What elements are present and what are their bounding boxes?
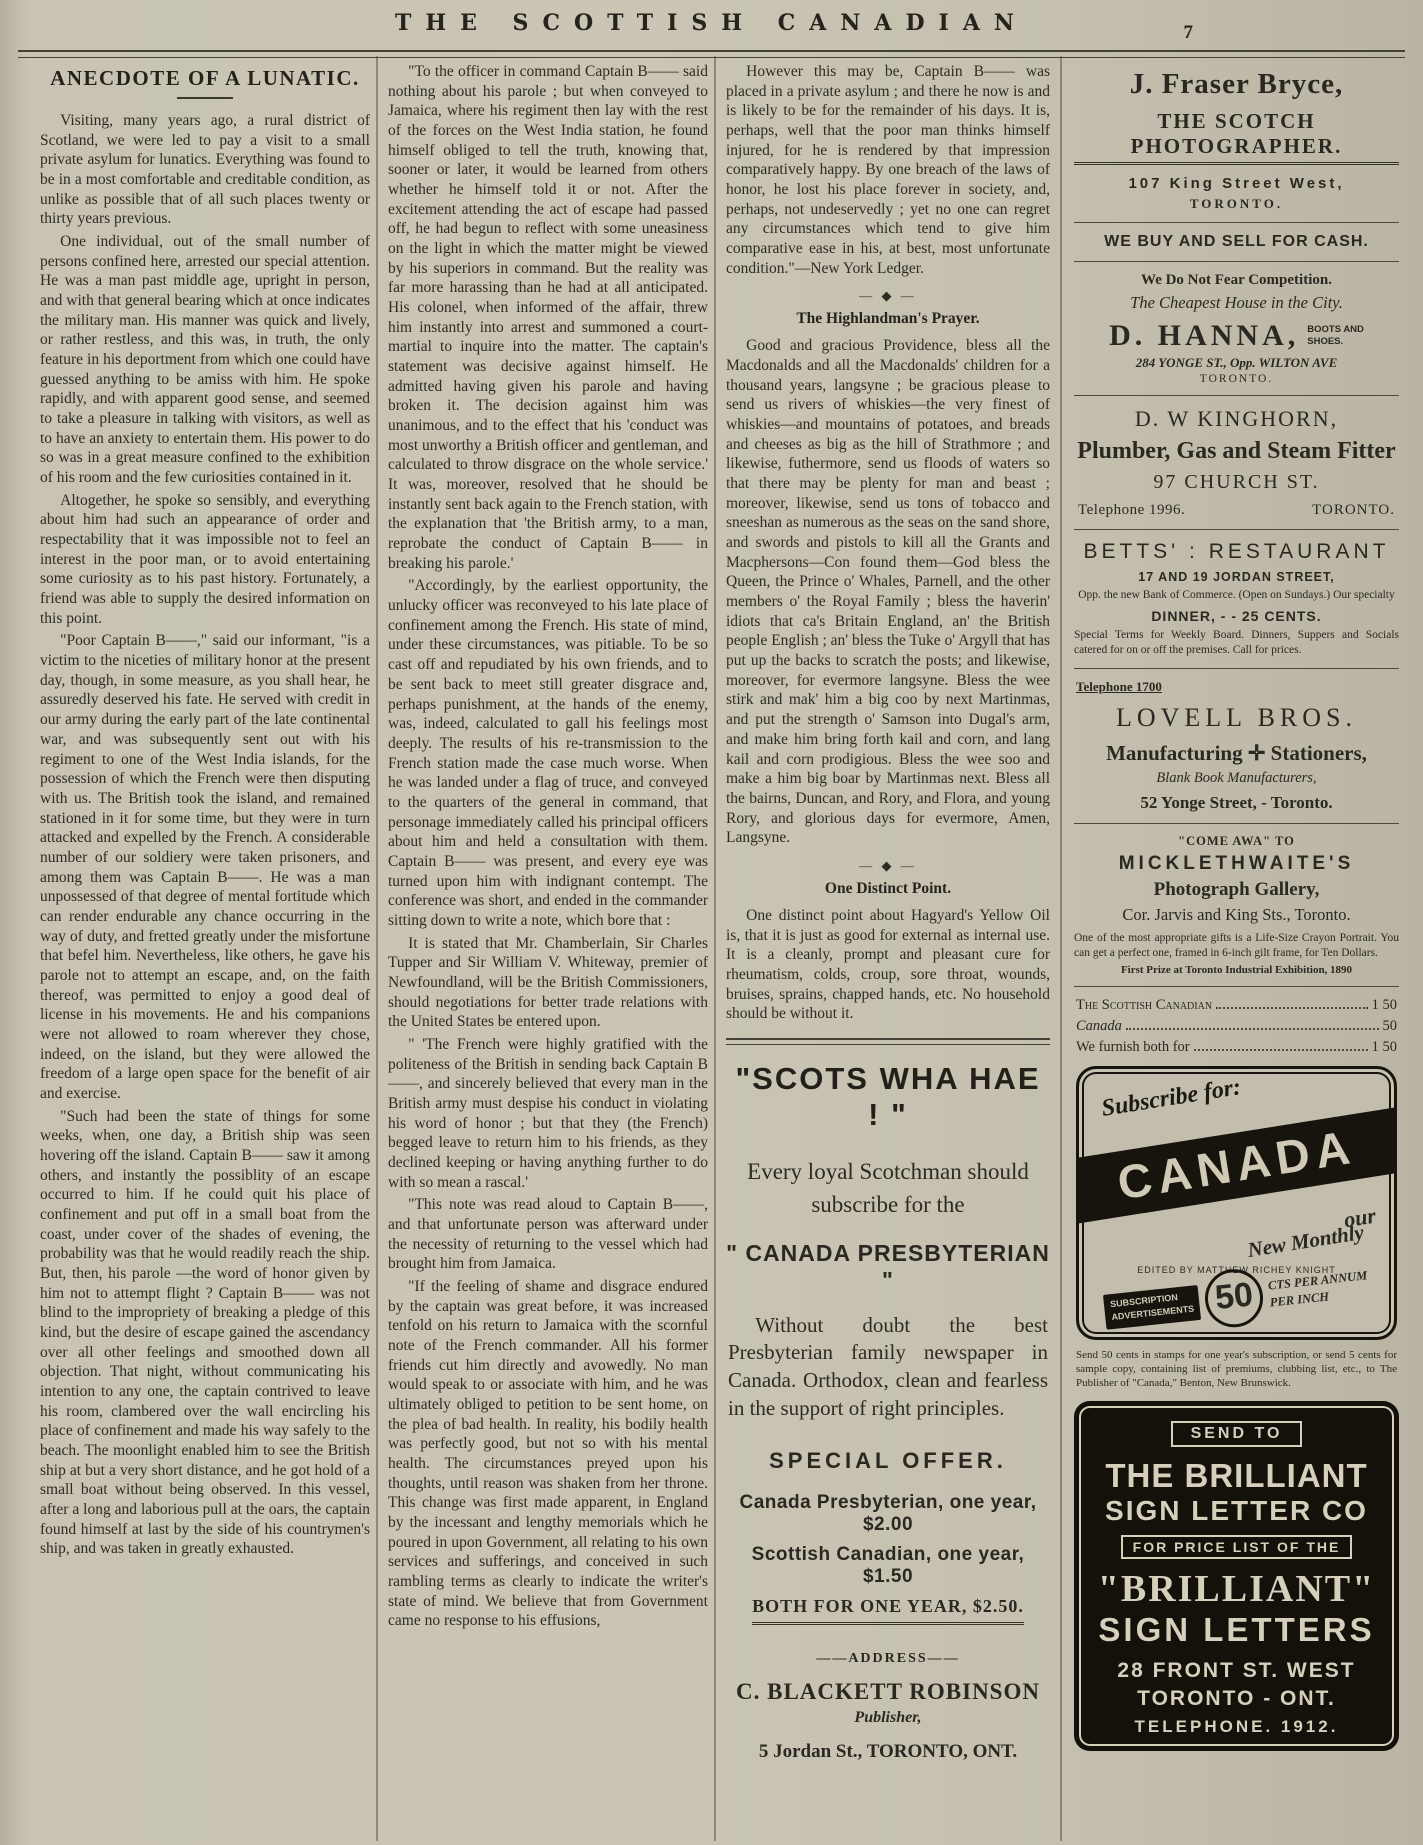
ad-betts-opp: Opp. the new Bank of Commerce. (Open on Sundays.) Our specialty xyxy=(1078,589,1395,601)
news-brief-paragraph: It is stated that Mr. Chamberlain, Sir Charles Tupper and Sir William V. Whiteway, premier of Newfoundland, will be the British Commissioners, should negotiations for better trade relations with the United States be entered upon. xyxy=(388,934,708,1031)
brilliant-address-1: 28 FRONT ST. WEST xyxy=(1117,1658,1356,1682)
ad-kinghorn-trade: Plumber, Gas and Steam Fitter xyxy=(1077,438,1396,464)
canada-cts-inch: PER INCH xyxy=(1269,1289,1330,1310)
article-headline: ANECDOTE OF A LUNATIC. xyxy=(50,66,360,90)
ad-betts-name: BETTS' : RESTAURANT xyxy=(1083,540,1390,563)
highlandman-heading: The Highlandman's Prayer. xyxy=(796,310,980,328)
ad-kinghorn-city: TORONTO. xyxy=(1312,502,1395,518)
article-paragraph: " 'The French were highly gratified with the politeness of the British in sending back Captain B——, and sincerely believed that every man in the British army must despise his conduct in violating his word of honor ; but that they (the French) begged leave to return him to his friends, as they declined keeping or having anything further to do with so mean a rascal.' xyxy=(388,1035,708,1191)
rate-value: 1 50 xyxy=(1371,996,1397,1013)
column-divider xyxy=(376,56,378,1841)
ad-lovell-sub: Blank Book Manufacturers, xyxy=(1156,769,1317,786)
ad-bryce-city: TORONTO. xyxy=(1189,196,1284,211)
publisher-address: 5 Jordan St., TORONTO, ONT. xyxy=(758,1741,1018,1763)
rate-value: 1 50 xyxy=(1371,1038,1397,1055)
highlandman-body: Good and gracious Providence, bless all the Macdonalds and all the Macdonalds' children for a thousand years, langsyne ; be gracious please to send us rivers of whiskies—the very finest of whiskies—and mountains of potatoes, and breads and cheeses as big as the hill of Strathmore ; and likewise, futhermore, send us floods of waters so that there may be plenty for man and beast ; moreover, likewise, send us tons of tobacco and sneeshan as numerous as the seas on the sand shore, and swords and pistols to kill all the Grants and Macphersons—Con found them—God bless the Queen, the Prince o' Whales, Parnell, and the other members o' the Royal Family ; bless the haverin' idiots that ca's Britain England, an' the British people English ; an' bless the Tuke o' Argyll that has put up the backs to scratch the posts; and likewise, moreover, for evermore langsyne. Bless the wee stirk and mak' him a big coo by next Martinmas, and put the strength o' Samson into Dugal's arm, and make him bring forth kail and corn, and lang kail and corn prodigious. Bless the wee soo and make a him big boar by Martinmas next. Bless all the bairns, Duncan, and Rory, and Flora, and young Rory, and glorious days for evermore, Amen, Langsyne. xyxy=(726,337,1050,847)
brilliant-line-2: SIGN LETTER CO xyxy=(1105,1494,1368,1526)
ad-hanna-city: TORONTO. xyxy=(1199,373,1274,385)
subscription-rate-row xyxy=(1076,1018,1397,1035)
ad-kinghorn-row xyxy=(1074,502,1399,519)
ad-kinghorn xyxy=(1074,406,1399,519)
ad-micklethwaite xyxy=(1074,834,1399,976)
canada-chip xyxy=(1103,1284,1201,1329)
column-2 xyxy=(388,62,708,1837)
rate-leader xyxy=(1126,1028,1379,1030)
article-paragraph: One individual, out of the small number of persons confined here, arrested our special attention. He was a man past middle age, upright in person, and with that general bearing which at once indicates the military man. His manner was quick and lively, or rather restless, and this was, in truth, the only feature in his deportment from which one could have guessed anything to be amiss with him. He spoke rapidly, and with apparent good sense, and seemed to take a pleasure in talking with visitors, as well as to have an anxiety to entertain them. His power to do so was in a great measure confined to the exhibition of his room and the few curiosities contained in it. xyxy=(40,233,370,487)
rate-label: The Scottish Canadian xyxy=(1076,996,1213,1013)
canada-fifty: 50 xyxy=(1202,1266,1266,1330)
scots-wha-hae-title: "SCOTS WHA HAE ! " xyxy=(735,1060,1041,1132)
ad-no-fear: We Do Not Fear Competition. xyxy=(1141,272,1332,288)
ad-lovell-address: 52 Yonge Street, - Toronto. xyxy=(1140,792,1333,812)
canada-cts-annum: CTS PER ANNUM xyxy=(1267,1268,1368,1293)
canada-editor-line: EDITED BY MATTHEW RICHEY KNIGHT xyxy=(1137,1264,1336,1275)
ad-lovell-name: LOVELL BROS. xyxy=(1115,702,1358,732)
subscription-rate-row xyxy=(1076,1039,1397,1056)
canada-subscribe-label: Subscribe for: xyxy=(1099,1073,1243,1122)
column-divider xyxy=(714,56,716,1841)
ad-divider-rule xyxy=(1074,986,1399,987)
publisher-title: Publisher, xyxy=(854,1709,922,1727)
page-number: 7 xyxy=(1183,22,1193,43)
canada-ribbon-title: CANADA xyxy=(1076,1106,1397,1224)
ad-hanna-boots xyxy=(1307,324,1364,349)
subscription-rates xyxy=(1076,997,1397,1056)
ad-hanna-address: 284 YONGE ST., Opp. WILTON AVE xyxy=(1135,355,1338,370)
ad-hanna-boots-2: SHOES. xyxy=(1307,336,1344,347)
canada-our-label: our xyxy=(1342,1202,1378,1233)
offer-line-2: Scottish Canadian, one year, $1.50 xyxy=(751,1544,1025,1588)
ad-divider-rule xyxy=(1074,668,1399,669)
ad-betts-street: 17 AND 19 JORDAN STREET, xyxy=(1138,570,1335,584)
article-paragraph: "Poor Captain B——," said our informant, "is a victim to the niceties of military honor at the present day, though, in some measure, as you shall hear, he assuredly deserved his fate. He served with credit in our army during the early part of the late continental war, and was subsequently sent out with his regiment to one of the West India islands, for the possession of which the French were then disputing with us. The British took the island, and remained stationed in it for some time, but they were in turn attacked and expelled by the French. A considerable number of our soldiery were taken prisoners, and among them was Captain B——. He was a man unpossessed of that degree of mental fortitude which can render endurable any chance occurring in the way of duty, and fretted greatly under the misfortune that befel him. Nevertheless, like others, he gave his parole not to attempt an escape, and, on the faith thereof, was permitted to enjoy a good deal of license in his movements. He and his companions were not allowed to roam wherever they chose, indeed, on the island, but they were allowed the freedom of a large open space for the benefit of air and exercise. xyxy=(40,632,370,1102)
article-paragraph: Altogether, he spoke so sensibly, and everything about him had such an appearance of order and respectability that it was impossible not to feel an interest in the poor man, or to avoid entertaining some curiosity as to his past history. Fortunately, a friend was able to supply the desired information on this point. xyxy=(40,491,370,627)
rate-value: 50 xyxy=(1382,1017,1397,1034)
ad-kinghorn-street: 97 CHURCH ST. xyxy=(1153,471,1320,493)
ad-canada-monthly xyxy=(1076,1066,1397,1340)
canada-fineprint: Send 50 cents in stamps for one year's subscription, or send 5 cents for sample copy, containing list of premiums, clubbing list, etc., to The Publisher of "Canada," Benton, New Brunswick. xyxy=(1076,1348,1397,1390)
ad-lovell-bros xyxy=(1074,679,1399,813)
ad-kinghorn-telephone: Telephone 1996. xyxy=(1078,502,1186,518)
ad-hanna-boots-1: BOOTS AND xyxy=(1307,323,1364,335)
article-paragraph: Visiting, many years ago, a rural district of Scotland, we were led to pay a visit to a small private asylum for lunatics. Everything was found to be in a most comfortable and creditable condition, as unlike as possible that of all such places twenty or thirty years previous. xyxy=(40,112,370,228)
ad-divider-rule xyxy=(1074,395,1399,396)
column-divider xyxy=(1060,56,1062,1841)
ad-mick-name: MICKLETHWAITE'S xyxy=(1118,852,1355,874)
ad-cheapest-house: The Cheapest House in the City. xyxy=(1130,293,1343,312)
ad-divider-rule xyxy=(1074,529,1399,530)
column-1 xyxy=(40,62,370,1837)
section-ornament: — ◆ — xyxy=(859,288,917,304)
brilliant-price-list: FOR PRICE LIST OF THE xyxy=(1121,1535,1353,1559)
column-3 xyxy=(726,62,1050,1837)
article-paragraph: "If the feeling of shame and disgrace endured by the captain was great before, it was increased tenfold on his return to Jamaica with the scornful note of the French commander. All his former friends cut him directly and avowedly. No man would speak to or associate with him, and he was ultimately obliged to petition to be sent home, on the plea of bad health. In reality, his bodily health was perfectly good, but not so with his mental health. The circumstances preyed upon his thoughts, until reason was shaken from her throne. This change was first made apparent, in England by the incessant and lengthy memorials which he poured in upon Government, all relating to his own services and sufferings, and conceived in such rambling terms as clearly to indicate the writer's state of mind. We believe that from Government came no response to his effusions, xyxy=(388,1277,708,1630)
article-paragraph: "To the officer in command Captain B—— said nothing about his parole ; but when conveyed to Jamaica, where his regiment then lay with the rest of the forces on the West India station, he found himself obliged to tell the truth, knowing that, sooner or later, it would be learned from others whether he himself told it or not. After the excitement attending the act of escape had passed off, he had begun to reflect with some uneasiness on the light in which the matter might be viewed by his superiors in command. But the reality was far more harassing than he had at all anticipated. His colonel, when informed of the affair, threw him instantly into arrest and summoned a court-martial to inquire into the matter. The captain's statement was decisive against himself. He admitted having given his parole and having broken it. The decision against him was unanimous, and to the effect that his 'conduct was most unworthy a British officer and gentleman, and calculated to throw disgrace on the whole service.' It was, moreover, resolved that he should be instantly sent back again to the French station, with the explanation that 'the British army, to a man, reprobate the conduct of Captain B—— in breaking his parole.' xyxy=(388,63,708,572)
canada-chip-advertisements: ADVERTISEMENTS xyxy=(1110,1303,1195,1322)
brilliant-name: "BRILLIANT" xyxy=(1097,1567,1376,1610)
article-paragraph: However this may be, Captain B—— was placed in a private asylum ; and there he now is and is likely to be for the remainder of his days. It is, perhaps, well that the poor man thinks himself injured, for he is rendered by that impression comparatively happy. By one breach of the laws of honor, he lost his place forever in society, and, perhaps, not undeservedly ; yet no one can regret any circumstances which tend to give him comparative ease in his, at best, most unfortunate condition."—New York Ledger. xyxy=(726,63,1050,277)
rate-label: We furnish both for xyxy=(1076,1038,1190,1055)
ad-mick-come-awa: "COME AWA" TO xyxy=(1178,833,1295,848)
brilliant-sign-letters: SIGN LETTERS xyxy=(1098,1610,1375,1648)
headline-divider xyxy=(177,97,233,99)
rate-label: Canada xyxy=(1076,1017,1122,1034)
ad-brilliant-sign-letter xyxy=(1074,1401,1399,1751)
ad-lovell-telephone: Telephone 1700 xyxy=(1076,678,1162,694)
ad-betts-restaurant xyxy=(1074,540,1399,658)
brilliant-send-to: SEND TO xyxy=(1171,1421,1303,1447)
special-offer-heading: SPECIAL OFFER. xyxy=(769,1448,1007,1474)
ad-kinghorn-name: D. W KINGHORN, xyxy=(1134,406,1339,431)
brilliant-telephone: TELEPHONE. 1912. xyxy=(1134,1716,1339,1736)
brilliant-address-2: TORONTO - ONT. xyxy=(1137,1686,1336,1710)
masthead-rule xyxy=(18,50,1405,58)
distinct-point-body: One distinct point about Hagyard's Yellow Oil is, that it is just as good for external as internal use. It is a cleanly, prompt and pleasant cure for rheumatism, colds, croup, sore throat, wounds, bruises, sprains, chapped hands, etc. No household should be without it. xyxy=(726,906,1050,1023)
ad-lovell-trade: Manufacturing ✛ Stationers, xyxy=(1106,740,1367,765)
article-paragraph: "Accordingly, by the earliest opportunity, the unlucky officer was reconveyed to his late place of confinement among the French. His state of mind, under these circumstances, was pitiable. To be so cast off and repudiated by his own friends, and to be sent back to meet still greater disgrace and, perhaps punishment, at the hands of the enemy, was, indeed, calculated to gall his feelings most deeply. The results of his re-transmission to the French station made the case much worse. When he was landed under a flag of truce, and conveyed to the quarters of the general in command, that personage immediately called his principal officers about him and held a consultation with them. Captain B—— was present, and every eye was turned upon him with indignant contempt. The conference was short, and ended in the commander sitting down to write a note, which bore that : xyxy=(388,577,708,929)
ad-hanna-row xyxy=(1074,319,1399,353)
offer-both-line: BOTH FOR ONE YEAR, $2.50. xyxy=(752,1596,1024,1625)
ad-mick-fineprint: One of the most appropriate gifts is a Life-Size Crayon Portrait. You can get a perfect one, framed in 6-inch gilt frame, for Ten Dollars. xyxy=(1074,931,1399,959)
rate-leader xyxy=(1194,1049,1368,1051)
ad-betts-dinner: DINNER, - - 25 CENTS. xyxy=(1151,607,1322,624)
article-paragraph: "Such had been the state of things for some weeks, when, one day, a British ship was seen hovering off the island. Captain B—— saw it among others, and instantly the possiblity of an escape occurred to him. If he could quit his place of confinement and put off in a small boat from the coast, under cover of the shades of evening, the probability was that he would readily reach the ship. But, then, his parole —the word of honor given by him not to attempt flight ? Captain B—— was not blind to the impropriety of breaking a pledge of this kind, but the desire of escape gained the ascendancy over all other feelings and smoothed down all objection. That night, without communicating his intention to any one, the captain contrived to leave his room, clambered over the wall encircling his place of confinement and made his way safely to the beach. The moonlight enabled him to see the British ship at but a very short distance, and he got hold of a small boat without being observed. In this vessel, after a long and laborious pull at the oars, the captain found himself at last by the side of his countrymen's ship, and was taken in greatly exhausted. xyxy=(40,1107,370,1558)
canada-cts xyxy=(1267,1267,1370,1311)
scots-body: Without doubt the best Presbyterian family newspaper in Canada. Orthodox, clean and fearless in the support of right principles. xyxy=(728,1312,1048,1420)
canada-presbyterian-name: " CANADA PRESBYTERIAN " xyxy=(726,1239,1050,1293)
address-label: ——ADDRESS—— xyxy=(816,1651,960,1667)
publisher-name: C. BLACKETT ROBINSON xyxy=(736,1679,1040,1705)
ad-betts-fineprint: Special Terms for Weekly Board. Dinners, Suppers and Socials catered for on or off the premises. Call for prices. xyxy=(1074,628,1399,656)
brilliant-line-1: THE BRILLIANT xyxy=(1105,1456,1368,1494)
ad-hanna-name: D. HANNA, xyxy=(1109,319,1300,352)
ad-divider-rule xyxy=(1074,261,1399,262)
section-rule xyxy=(726,1038,1050,1045)
article-paragraph: "This note was read aloud to Captain B——, and that unfortunate person was afterward under the necessity of returning to the vessel which had brought him from Jamaica. xyxy=(388,1196,708,1273)
ad-divider-rule xyxy=(1074,222,1399,223)
ad-hanna xyxy=(1074,319,1399,385)
ad-mick-prize: First Prize at Toronto Industrial Exhibition, 1890 xyxy=(1120,963,1353,976)
ad-bryce-street: 107 King Street West, xyxy=(1128,175,1345,192)
ad-mick-corner: Cor. Jarvis and King Sts., Toronto. xyxy=(1122,904,1351,924)
subscription-rate-row xyxy=(1076,997,1397,1014)
masthead-title: THE SCOTTISH CANADIAN xyxy=(394,10,1029,36)
ad-bryce-trade: THE SCOTCH PHOTOGRAPHER. xyxy=(1074,109,1399,165)
column-4-ads xyxy=(1074,62,1399,1837)
ad-buy-sell-cash: WE BUY AND SELL FOR CASH. xyxy=(1104,233,1369,250)
distinct-point-heading: One Distinct Point. xyxy=(824,879,952,897)
rate-leader xyxy=(1216,1007,1368,1009)
section-ornament: — ◆ — xyxy=(859,857,917,873)
scots-lead: Every loyal Scotchman should subscribe for the xyxy=(747,1158,1029,1218)
ad-divider-rule xyxy=(1074,823,1399,824)
ad-mick-gallery: Photograph Gallery, xyxy=(1153,878,1320,900)
canada-chip-subscription: SUBSCRIPTION xyxy=(1109,1291,1179,1309)
canada-new-monthly-label: New Monthly xyxy=(1245,1219,1366,1262)
ad-fraser-bryce xyxy=(1074,68,1399,313)
ad-bryce-name: J. Fraser Bryce, xyxy=(1129,68,1344,100)
offer-line-1: Canada Presbyterian, one year, $2.00 xyxy=(739,1492,1037,1536)
